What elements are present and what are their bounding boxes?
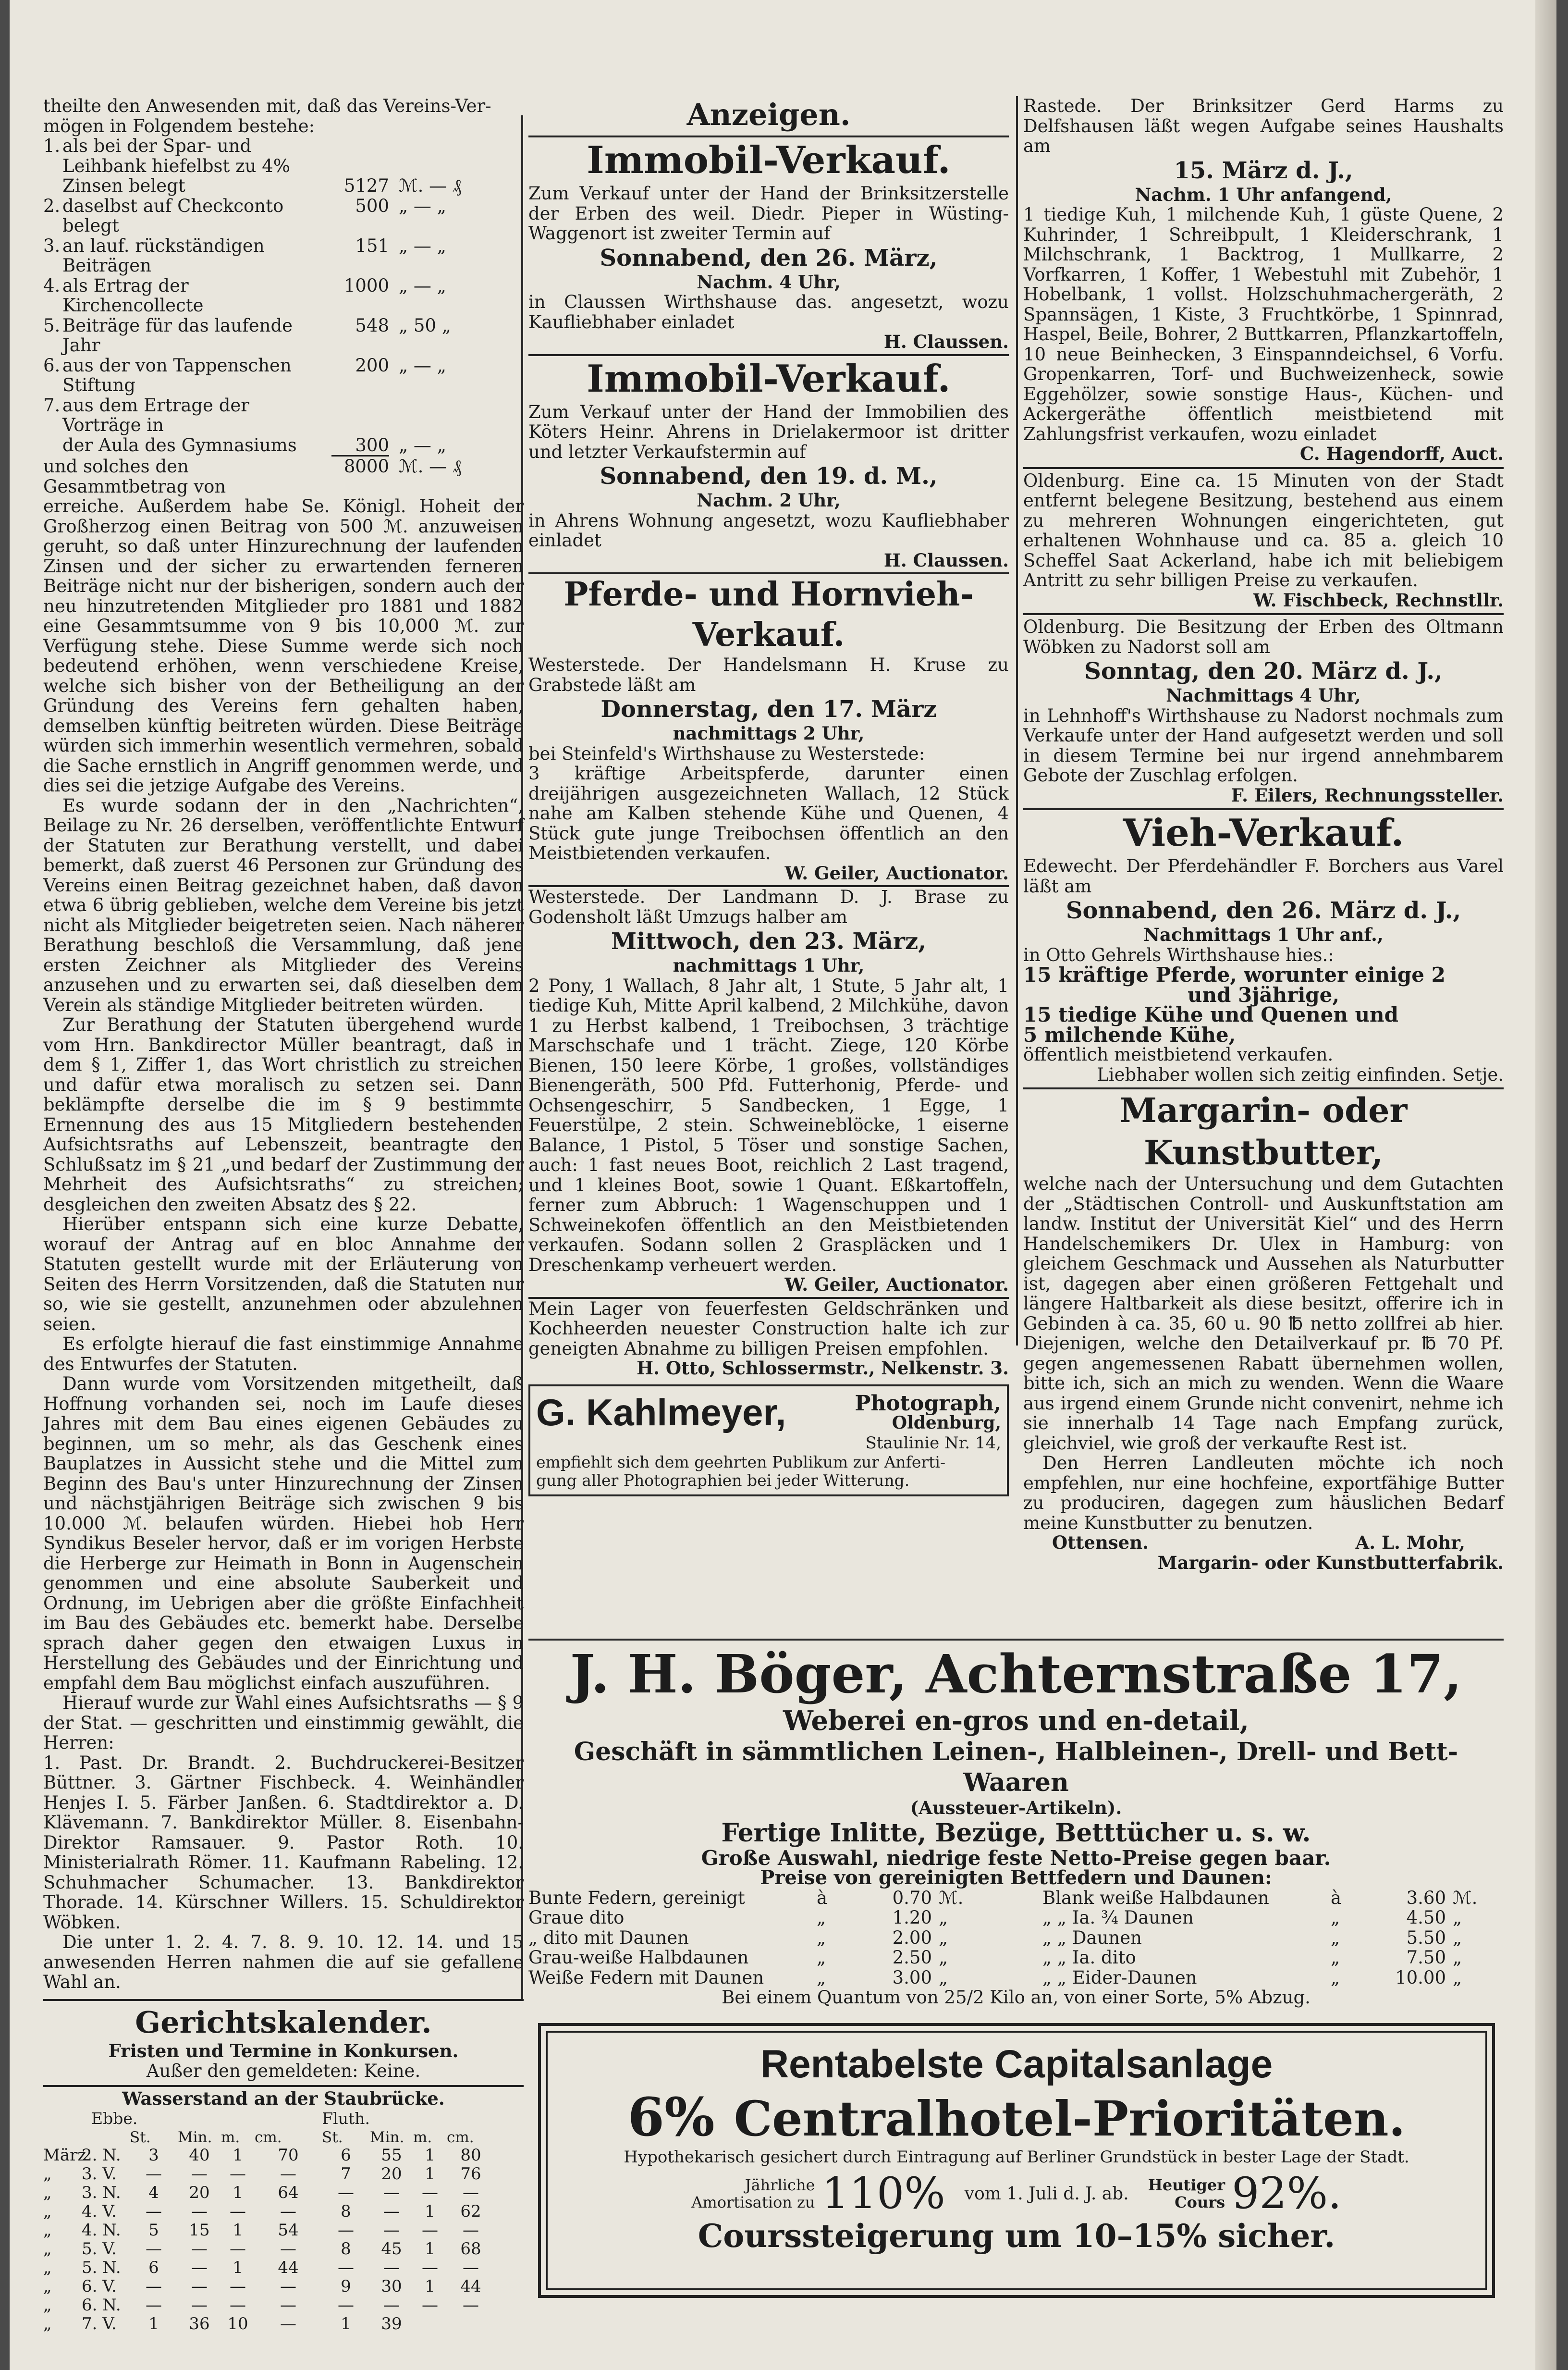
ad-title: Pferde- und Hornvieh-Verkauf.: [564, 575, 974, 654]
water-cell: „: [43, 2314, 52, 2333]
price-cell: 10.00: [1395, 1967, 1446, 1988]
water-cell: „: [43, 2164, 52, 2184]
asset-row: 5. Beiträge für das laufende Jahr 548 „ 50 „: [43, 315, 451, 356]
court-title: Gerichtskalender.: [135, 2004, 432, 2040]
ad-sign: H. Claussen.: [883, 549, 1009, 571]
water-title: Wasserstand an der Staubrücke.: [122, 2087, 445, 2109]
price-row: [528, 1908, 990, 1928]
asset-row: 3. an lauf. rückständigen Beiträgen 151 „ — „: [43, 235, 446, 276]
ad-text: Oldenburg. Die Besitzung der Erben des Oltmann Wöbken zu Nadorst soll am: [1023, 617, 1504, 657]
water-cell: 3. N.: [82, 2183, 121, 2202]
page-edge: [1535, 0, 1556, 2370]
ad-capital: [538, 2023, 1495, 2298]
ad-sign: Liebhaber wollen sich zeitig einfinden. Setje.: [1097, 1064, 1504, 1085]
price-cell: „: [939, 1907, 948, 1928]
water-cell: 44: [460, 2276, 481, 2296]
water-cell: 45: [381, 2239, 402, 2259]
water-cell: —: [146, 2276, 162, 2296]
water-row: [43, 2296, 524, 2315]
water-cell: —: [191, 2295, 208, 2315]
water-cell: 80: [460, 2145, 481, 2165]
water-cell: —: [191, 2258, 208, 2277]
column-1: [43, 96, 524, 2333]
water-cell: 1: [233, 2145, 243, 2165]
asset-row: Zinsen belegt 5127 ℳ. — ₰: [62, 175, 462, 196]
water-cell: —: [463, 2258, 479, 2277]
intro-line: mögen in Folgendem bestehe:: [43, 115, 315, 136]
ad-otto: [528, 1297, 1009, 1379]
ad-text: Den Herren Landleuten möchte ich noch empfehlen, nur eine hochfeine, exportfähige Butter zu produciren, dagegen zum häuslichen Bedarf meine Kunstbutter zu benutzen.: [1023, 1453, 1504, 1533]
water-cell: —: [338, 2220, 354, 2240]
water-cell: „: [43, 2295, 52, 2315]
water-cell: 62: [460, 2201, 481, 2221]
water-cell: —: [146, 2295, 162, 2315]
price-row: [528, 1968, 990, 1988]
price-cell: „ „ Ia. dito: [1042, 1947, 1136, 1968]
water-cell: —: [146, 2164, 162, 2184]
price-cell: 7.50: [1406, 1947, 1446, 1968]
price-row: [1042, 1948, 1504, 1968]
ad-date: Donnerstag, den 17. März: [600, 696, 937, 723]
price-row: [528, 1888, 990, 1908]
price-cell: „ dito mit Daunen: [528, 1927, 689, 1948]
price-cell: „: [1331, 1947, 1340, 1968]
amort-label: Amortisation zu: [691, 2193, 815, 2211]
price-cell: „ „ Eider-Daunen: [1042, 1967, 1197, 1988]
price-cell: „: [817, 1947, 826, 1968]
capital-pct: 6%: [627, 2086, 715, 2148]
boeger-sub: Große Auswahl, niedrige feste Netto-Preise gegen baar.: [701, 1846, 1331, 1870]
ad-date: Sonntag, den 20. März d. J.,: [1084, 658, 1443, 685]
water-cell: —: [230, 2276, 246, 2296]
boeger-sub: Fertige Inlitte, Bezüge, Betttücher u. s. w.: [721, 1818, 1311, 1848]
asset-row: der Aula des Gymnasiums 300 „ — „: [43, 435, 524, 457]
water-cell: 10: [227, 2314, 248, 2333]
water-cell: —: [230, 2239, 246, 2259]
ad-pferde: [528, 572, 1009, 883]
price-cell: „: [817, 1927, 826, 1948]
ad-date: Sonnabend, den 26. März,: [600, 244, 938, 272]
water-cell: —: [230, 2201, 246, 2221]
price-cell: „: [939, 1947, 948, 1968]
water-level-table: [43, 2085, 524, 2333]
boeger-prices: [528, 1888, 1504, 1988]
ad-date: 15. März d. J.,: [1174, 157, 1353, 184]
water-cell: 3: [148, 2145, 159, 2165]
asset-row: 4. als Ertrag der Kirchencollecte 1000 „ — „: [43, 275, 446, 316]
course-value: 92%.: [1232, 2168, 1342, 2219]
water-cell: 1: [233, 2220, 243, 2240]
ad-title: Immobil-Verkauf.: [587, 357, 951, 401]
photographer-street: Staulinie Nr. 14,: [865, 1433, 1001, 1453]
water-cell: —: [230, 2295, 246, 2315]
boeger-title: J. H. Böger, Achternstraße 17,: [570, 1643, 1462, 1705]
ad-title: Vieh-Verkauf.: [1123, 811, 1404, 855]
water-subhead: St. Min. m. cm. St. Min. m. cm.: [130, 2128, 474, 2146]
asset-row: 6. aus der von Tappenschen Stiftung 200 „ — „: [43, 355, 446, 395]
price-cell: 0.70: [892, 1887, 932, 1908]
asset-row: 1. als bei der Spar- und Leihbank hiefelbst zu 4%: [43, 136, 290, 176]
price-cell: „: [1331, 1907, 1340, 1928]
capital-title: Rentabelste Capitalsanlage: [760, 2042, 1273, 2086]
price-cell: 4.50: [1406, 1907, 1446, 1928]
ad-items: 3 kräftige Arbeitspferde, darunter einen dreijährigen ausgezeichneten Wallach, 12 Stück nahe am Kalben stehende Kühe und Quenen, 4 Stück gute junge Treibochsen öffentlich an den Meistbietenden verkaufen.: [528, 763, 1009, 864]
capital-terms: [541, 2168, 1492, 2219]
ad-place: in Otto Gehrels Wirthshause hies.:: [1023, 944, 1334, 965]
water-cell: „: [43, 2183, 52, 2202]
ad-items: 2 Pony, 1 Wallach, 8 Jahr alt, 1 Stute, 5 Jahr alt, 1 tiedige Kuh, Mitte April kalbend, 2 Milchkühe, davon 1 zu Herbst kalbend, 1 Treibochsen, 3 trächtige Marschschafe und 1 trächt. Ziege, 120 Körbe Bienen, 150 leere Körbe, 1 großes, vollständiges Bienengeräth, 500 Pfd. Futterhonig, Pferde- und Ochsengeschirr, 5 Sandbecken, 1 Egge, 1 Feuerstülpe, 2 stein. Schweineblöcke, 1 eiserne Balance, 1 Pistol, 5 Töser und sonstige Sachen, auch: 1 fast neues Boot, reichlich 2 Last tragend, und 1 kleines Boot, sowie 1 Quant. Eßkartoffeln, ferner zum Abbruch: 1 Wagenschuppen und 1 Schweinekofen öffentlich an den Meistbietenden verkaufen. Sodann sollen 2 Graspläcken und 1 Dreschenkamp verheuert werden.: [528, 975, 1009, 1275]
ad-margarin: [1023, 1087, 1504, 1573]
ad-vieh: [1023, 808, 1504, 1085]
asset-total: und solches den Gesammtbetrag von 8000 ℳ. — ₰: [43, 456, 462, 497]
water-cell: —: [463, 2295, 479, 2315]
ad-fischbeck: [1023, 467, 1504, 611]
price-cell: ℳ.: [939, 1887, 964, 1908]
water-cell: 15: [189, 2220, 210, 2240]
price-row: [528, 1948, 990, 1968]
boeger-sub: Preise von gereinigten Bettfedern und Daunen:: [760, 1866, 1272, 1889]
price-cell: „ „ Daunen: [1042, 1927, 1142, 1948]
ad-text: Rastede. Der Brinksitzer Gerd Harms zu Delfshausen läßt wegen Aufgabe seines Haushalts am: [1023, 96, 1504, 156]
water-cell: 7. V.: [82, 2314, 117, 2333]
ad-title: Immobil-Verkauf.: [587, 138, 951, 182]
ad-time: nachmittags 1 Uhr,: [673, 955, 865, 976]
water-cell: 2. N.: [82, 2145, 121, 2165]
water-rows: [43, 2146, 524, 2333]
intro-line: theilte den Anwesenden mit, daß das Vereins-Ver-: [43, 96, 491, 116]
price-cell: Grau-weiße Halbdaunen: [528, 1947, 749, 1968]
water-cell: —: [280, 2276, 296, 2296]
court-line: Außer den gemeldeten: Keine.: [146, 2061, 421, 2081]
water-cell: 68: [460, 2239, 481, 2259]
asset-row: 2. daselbst auf Checkconto belegt 500 „ — „: [43, 195, 446, 236]
water-cell: —: [383, 2201, 400, 2221]
ad-time: Nachm. 2 Uhr,: [697, 490, 841, 511]
water-cell: 5: [148, 2220, 159, 2240]
ad-text: Zum Verkauf unter der Hand der Immobilien des Köters Heinr. Ahrens in Drielakermoor ist dritter und letzter Verkaufstermin auf: [528, 401, 1009, 462]
price-cell: 5.50: [1406, 1927, 1446, 1948]
water-cell: —: [280, 2295, 296, 2315]
price-cell: „: [817, 1967, 826, 1988]
water-cell: 5. V.: [82, 2239, 117, 2259]
water-row: [43, 2221, 524, 2240]
water-cell: —: [422, 2220, 438, 2240]
price-cell: „: [939, 1967, 948, 1988]
water-cell: 1: [148, 2314, 159, 2333]
divider: [528, 1639, 1504, 1641]
water-cell: 54: [278, 2220, 299, 2240]
asset-row: 7. aus dem Ertrage der Vorträge in: [43, 395, 249, 435]
price-cell: 3.60: [1406, 1887, 1446, 1908]
price-cell: ℳ.: [1453, 1887, 1478, 1908]
ad-brase: [528, 885, 1009, 1295]
water-cell: 30: [381, 2276, 402, 2296]
price-cell: Weiße Federn mit Daunen: [528, 1967, 764, 1988]
water-cell: 40: [189, 2145, 210, 2165]
water-cell: „: [43, 2239, 52, 2259]
water-cell: 9: [341, 2276, 351, 2296]
price-list-right: [1042, 1888, 1504, 1988]
course-label: Cours: [1175, 2193, 1225, 2211]
water-row: [43, 2202, 524, 2221]
water-cell: —: [383, 2258, 400, 2277]
ad-sign: F. Eilers, Rechnungssteller.: [1231, 784, 1504, 806]
water-cell: —: [422, 2295, 438, 2315]
water-cell: —: [191, 2276, 208, 2296]
price-cell: 1.20: [892, 1907, 932, 1928]
ad-item: 15 tiedige Kühe und Quenen und: [1023, 1003, 1398, 1026]
price-cell: „: [1453, 1967, 1462, 1988]
water-cell: —: [463, 2220, 479, 2240]
price-cell: 3.00: [892, 1967, 932, 1988]
ad-harms: [1023, 96, 1504, 464]
ad-place: in Lehnhoff's Wirthshause zu Nadorst nochmals zum Verkaufe unter der Hand aufgesetzt werden und soll in diesem Termine bei nur irgend annehmbarem Gebote der Zuschlag erfolgen.: [1023, 705, 1504, 786]
report-paragraph: Es wurde sodann der in den „Nachrichten“, Beilage zu Nr. 26 derselben, veröffentlichte Entwurf der Statuten zur Berathung verstellt, und dabei bemerkt, daß zuerst 46 Personen zur Gründung des Vereins einen Beitrag gezeichnet haben, daß davon etwa 6 übrig geblieben, welche dem Vereine bis jetzt nicht als Mitglieder beigetreten seien. Nach näherer Berathung beschloß die Versammlung, daß jene ersten Zeichner als Mitglieder des Vereins anzusehen und zu erwarten sei, daß dieselben dem Verein als ständige Mitglieder beitreten würden.: [43, 795, 524, 1015]
ad-sign: W. Geiler, Auctionator.: [784, 862, 1009, 884]
water-cell: 39: [381, 2314, 402, 2333]
water-cell: —: [230, 2164, 246, 2184]
water-cell: 7: [341, 2164, 351, 2184]
water-cell: 1: [425, 2201, 435, 2221]
boeger-sub: Geschäft in sämmtlichen Leinen-, Halbleinen-, Drell- und Bett-Waaren: [574, 1737, 1458, 1797]
ad-item: 15 kräftige Pferde, worunter einige 2: [1023, 963, 1446, 987]
ad-place: in Ahrens Wohnung angesetzt, wozu Kaufliebhaber einladet: [528, 510, 1009, 551]
water-cell: —: [383, 2220, 400, 2240]
water-cell: 8: [341, 2201, 351, 2221]
ad-text: Zum Verkauf unter der Hand der Brinksitzerstelle der Erben des weil. Diedr. Pieper in Wüsting-Waggenort ist zweiter Termin auf: [528, 183, 1009, 244]
report-paragraph: erreiche. Außerdem habe Se. Königl. Hoheit der Großherzog einen Beitrag von 500 ℳ. anzuweisen geruht, so daß unter Hinzurechnung der laufenden Zinsen und der sicher zu erwartenden ferneren Beiträge nicht nur der bisherigen, sondern auch der neu hinzutretenden Mitglieder pro 1881 und 1882 eine Gesammtsumme von 9 bis 10,000 ℳ. zur Verfügung stehe. Diese Summe werde sich noch bedeutend erhöhen, wenn verschiedene Kreise, welche sich bisher von der Betheiligung an der Gründung des Vereins fern gehalten haben, demselben künftig beitreten würden. Diese Beiträge würden sich immerhin wesentlich vermehren, sobald die Sache ernstlich in Angriff genommen werde, und dies sei die jetzige Aufgabe des Vereins.: [43, 496, 524, 796]
report-paragraph: Zur Berathung der Statuten übergehend wurde vom Hrn. Bankdirector Müller beantragt, daß in dem § 1, Ziffer 1, das Wort christlich zu streichen und dafür etwa moralisch zu setzen sei. Dann beklämpfte derselbe die im § 9 bestimmte Ernennung des aus 15 Mitgliedern bestehenden Aufsichtsraths auf Lebenszeit, beantragte den Schlußsatz im § 21 „und bedarf der Zustimmung der Mehrheit des Aufsichtsraths“ zu streichen; desgleichen den zweiten Absatz des § 22.: [43, 1014, 524, 1215]
water-cell: „: [43, 2276, 52, 2296]
ad-time: Nachm. 4 Uhr,: [697, 271, 841, 293]
ads-heading: Anzeigen.: [686, 97, 851, 132]
water-cell: 5. N.: [82, 2258, 121, 2277]
water-row: [43, 2259, 524, 2277]
price-cell: Graue dito: [528, 1907, 625, 1928]
water-cell: „: [43, 2220, 52, 2240]
ad-sign: H. Claussen.: [883, 331, 1009, 352]
water-cell: 1: [425, 2145, 435, 2165]
ad-sign: W. Geiler, Auctionator.: [784, 1274, 1009, 1295]
ad-sign: W. Fischbeck, Rechnstllr.: [1253, 589, 1504, 611]
water-row: [43, 2165, 524, 2184]
amort-value: 110%: [821, 2168, 945, 2219]
ad-time: nachmittags 2 Uhr,: [673, 723, 865, 744]
capital-line3: Courssteigerung um 10–15% sicher.: [698, 2217, 1335, 2255]
ad-text: Westerstede. Der Handelsmann H. Kruse zu Grabstede läßt am: [528, 654, 1009, 695]
water-cell: —: [383, 2183, 400, 2202]
water-row: [43, 2315, 524, 2333]
ad-text: Edewecht. Der Pferdehändler F. Borchers aus Varel läßt am: [1023, 856, 1504, 897]
water-cell: —: [146, 2201, 162, 2221]
ad-time: Nachmittags 1 Uhr anf.,: [1143, 924, 1384, 945]
board-members: 1. Past. Dr. Brandt. 2. Buchdruckerei-Besitzer Büttner. 3. Gärtner Fischbeck. 4. Weinhändler Henjes I. 5. Färber Janßen. 6. Stadtdirektor a. D. Klävemann. 7. Bankdirektor Müller. 8. Eisenbahn-Direktor Ramsauer. 9. Pastor Roth. 10. Ministerialrath Römer. 11. Kaufmann Rabeling. 12. Schuhmacher Schumacher. 13. Bankdirektor Thorade. 14. Kürschner Willers. 15. Schuldirektor Wöbken.: [43, 1752, 524, 1933]
price-cell: „ „ Ia. ¾ Daunen: [1042, 1907, 1194, 1928]
boeger-sub: Weberei en-gros und en-detail,: [783, 1705, 1249, 1737]
water-cell: 64: [278, 2183, 299, 2202]
price-row: [1042, 1888, 1504, 1908]
water-cell: 8: [341, 2239, 351, 2259]
water-cell: 55: [381, 2145, 402, 2165]
ad-immobil-2: [528, 354, 1009, 571]
water-cell: 6. V.: [82, 2276, 117, 2296]
price-row: [1042, 1908, 1504, 1928]
price-row: [1042, 1968, 1504, 1988]
water-cell: —: [422, 2183, 438, 2202]
ad-title: Margarin- oder Kunstbutter,: [1119, 1090, 1408, 1173]
ad-date: Sonnabend, den 19. d. M.,: [600, 463, 938, 490]
water-cell: März: [43, 2145, 86, 2165]
price-cell: Bunte Federn, gereinigt: [528, 1887, 745, 1908]
water-row: [43, 2240, 524, 2259]
price-cell: „: [1453, 1927, 1462, 1948]
water-row: [43, 2184, 524, 2202]
water-cell: —: [280, 2201, 296, 2221]
water-cell: —: [146, 2239, 162, 2259]
price-cell: 2.50: [892, 1947, 932, 1968]
price-cell: „: [939, 1927, 948, 1948]
water-head: Ebbe. Fluth.: [91, 2109, 370, 2128]
water-cell: 1: [341, 2314, 351, 2333]
ad-place: bei Steinfeld's Wirthshause zu Westerstede:: [528, 743, 925, 764]
water-cell: 4. N.: [82, 2220, 121, 2240]
court-calendar: [43, 1999, 524, 2081]
course-label: Heutiger: [1148, 2176, 1225, 2194]
photographer-text: empfiehlt sich dem geehrten Publikum zur Anferti-: [536, 1453, 946, 1471]
photographer-text: gung aller Photographien bei jeder Witterung.: [536, 1471, 910, 1490]
ad-sign: Margarin- oder Kunstbutterfabrik.: [1157, 1552, 1504, 1573]
report-paragraph: Hierauf wurde zur Wahl eines Aufsichtsraths — § 9 der Stat. — geschritten und einstimmig gewählt, die Herren:: [43, 1692, 524, 1753]
price-cell: „: [817, 1907, 826, 1928]
ad-woebken: [1023, 613, 1504, 805]
water-cell: 70: [278, 2145, 299, 2165]
water-cell: 4: [148, 2183, 159, 2202]
price-cell: à: [817, 1887, 828, 1908]
water-cell: —: [191, 2239, 208, 2259]
water-cell: 4. V.: [82, 2201, 117, 2221]
water-cell: 1: [425, 2276, 435, 2296]
ad-items: 1 tiedige Kuh, 1 milchende Kuh, 1 güste Quene, 2 Kuhrinder, 1 Schreibpult, 1 Kleiderschrank, 1 Milchschrank, 1 Backtrog, 1 Mullkarre, 2 Vorfkarren, 1 Koffer, 1 Webestuhl mit Zubehör, 1 Hobelbank, 1 vollst. Holzschuhmachergeräth, 2 Spannsägen, 1 Kiste, 3 Fruchtkörbe, 1 Spinnrad, Haspel, Beile, Bohrer, 2 Buttkarren, Pflanzkartoffeln, 10 neue Beinhecken, 3 Einspanndeichsel, 6 Vorfu. Gropenkarren, Torf- und Buchweizenheck, sowie Eggehölzer, sowie sonstige Haus-, Küchen- und Ackergeräthe öffentlich meistbietend mit Zahlungsfrist verkaufen, wozu einladet: [1023, 204, 1504, 444]
water-row: [43, 2146, 524, 2165]
ad-text: Westerstede. Der Landmann D. J. Brase zu Godensholt läßt Umzugs halber am: [528, 887, 1009, 927]
report-paragraph: Es erfolgte hierauf die fast einstimmige Annahme des Entwurfes der Statuten.: [43, 1333, 524, 1374]
asset-list: [43, 136, 524, 496]
photographer-city: Oldenburg,: [892, 1413, 1001, 1433]
price-cell: 2.00: [892, 1927, 932, 1948]
ad-item: 5 milchende Kühe,: [1023, 1023, 1236, 1047]
ad-text: welche nach der Untersuchung und dem Gutachten der „Städtischen Controll- und Auskunftstation am landw. Institut der Universität Kiel“ und des Herrn Handelschemikers Dr. Ulex in Hamburg: von gleichem Geschmack und Aussehen als Naturbutter ist, dagegen aber einen größeren Fettgehalt und längere Haltbarkeit als diese besitzt, offerire ich in Gebinden à ca. 35, 60 u. 90 ℔ netto zollfrei ab hier. Diejenigen, welche den Detailverkauf pr. ℔ 70 Pf. gegen angemessenen Rabatt übernehmen wollen, bitte ich, sich an mich zu wenden. Wenn die Waare aus irgend einem Grunde nicht convenirt, nehme ich sie innerhalb 14 Tage nach Empfang zurück, gleichviel, wie groß der verkaufte Rest ist.: [1023, 1173, 1504, 1454]
ad-time: Nachmittags 4 Uhr,: [1166, 685, 1361, 706]
water-cell: —: [191, 2164, 208, 2184]
column-3: [1023, 96, 1504, 1573]
water-cell: —: [463, 2183, 479, 2202]
ad-sign-row: Ottensen. A. L. Mohr,: [1052, 1532, 1465, 1553]
water-cell: —: [422, 2258, 438, 2277]
water-cell: 6. N.: [82, 2295, 121, 2315]
water-cell: [447, 2315, 495, 2333]
ad-date: Mittwoch, den 23. März,: [611, 928, 926, 955]
water-cell: „: [43, 2258, 52, 2277]
ad-boeger: [528, 1643, 1504, 2008]
water-cell: 1: [233, 2183, 243, 2202]
water-cell: —: [280, 2239, 296, 2259]
water-cell: 6: [341, 2145, 351, 2165]
water-cell: —: [338, 2258, 354, 2277]
ad-tail: öffentlich meistbietend verkaufen.: [1023, 1044, 1334, 1065]
capital-line: Hypothekarisch gesichert durch Eintragung auf Berliner Grundstück in bester Lage der Stadt.: [624, 2148, 1409, 2167]
water-cell: —: [280, 2314, 296, 2333]
ad-time: Nachm. 1 Uhr anfangend,: [1135, 184, 1392, 205]
price-cell: „: [1331, 1967, 1340, 1988]
water-cell: 76: [460, 2164, 481, 2184]
water-cell: —: [191, 2201, 208, 2221]
boeger-foot: Bei einem Quantum von 25/2 Kilo an, von einer Sorte, 5% Abzug.: [722, 1987, 1311, 2008]
price-cell: à: [1331, 1887, 1342, 1908]
newspaper-page: [10, 0, 1556, 2370]
water-cell: —: [280, 2164, 296, 2184]
amort-from: vom 1. Juli d. J. ab.: [964, 2184, 1129, 2204]
column-2: [528, 96, 1009, 1496]
report-paragraph: Die unter 1. 2. 4. 7. 8. 9. 10. 12. 14. und 15 anwesenden Herren nahmen die auf sie gefallene Wahl an.: [43, 1932, 524, 1992]
water-cell: 6: [148, 2258, 159, 2277]
ad-text: Oldenburg. Eine ca. 15 Minuten von der Stadt entfernt belegene Besitzung, bestehend aus einem zu mehreren Wohnungen eingerichteten, gut erhaltenen Wohnhause und ca. 85 a. gleich 10 Scheffel Saat Ackerland, habe ich mit beliebigem Antritt zu sehr billigen Preise zu verkaufen.: [1023, 470, 1504, 591]
ad-sign: C. Hagendorff, Auct.: [1299, 443, 1504, 464]
capital-name: Centralhotel-Prioritäten.: [734, 2090, 1406, 2147]
ad-immobil-1: [528, 136, 1009, 352]
photographer-trade: Photograph,: [855, 1391, 1001, 1416]
court-subtitle: Fristen und Termine in Konkursen.: [108, 2040, 459, 2061]
price-row: [528, 1928, 990, 1948]
water-cell: 44: [278, 2258, 299, 2277]
water-cell: „: [43, 2201, 52, 2221]
water-cell: 20: [189, 2183, 210, 2202]
report-paragraph: Hierüber entspann sich eine kurze Debatte, worauf der Antrag auf en bloc Annahme der Statuten gestellt wurde mit der Erläuterung von Seiten des Herrn Vorsitzenden, daß die Statuten nur so, wie sie gestellt, anzunehmen oder abzulehnen seien.: [43, 1214, 524, 1334]
water-row: [43, 2277, 524, 2296]
ad-item: und 3jährige,: [1187, 983, 1340, 1007]
amort-label: Jährliche: [745, 2176, 815, 2194]
water-cell: 1: [425, 2239, 435, 2259]
water-cell: 3. V.: [82, 2164, 117, 2184]
price-cell: Blank weiße Halbdaunen: [1042, 1887, 1269, 1908]
photographer-name: G. Kahlmeyer,: [536, 1391, 786, 1433]
water-cell: —: [338, 2183, 354, 2202]
price-cell: „: [1453, 1907, 1462, 1928]
price-list-left: [528, 1888, 990, 1988]
water-cell: —: [383, 2295, 400, 2315]
price-row: [1042, 1928, 1504, 1948]
price-cell: „: [1331, 1927, 1340, 1948]
ad-kahlmeyer: [528, 1384, 1009, 1497]
column-separator: [1016, 96, 1018, 1345]
ad-sign: H. Otto, Schlossermstr., Nelkenstr. 3.: [637, 1358, 1009, 1379]
report-paragraph: Dann wurde vom Vorsitzenden mitgetheilt, daß Hoffnung vorhanden sei, noch im Laufe dieses Jahres mit dem Bau eines eigenen Gebäudes zu beginnen, um so mehr, als das Geschenk eines Bauplatzes in Aussicht stehe und die Mittel zum Beginn des Bau's unter Hinzurechnung der Zinsen und nächstjährigen Beiträge sich zwischen 9 bis 10.000 ℳ. belaufen würden. Hiebei hob Herr Syndikus Beseler hervor, daß er im vorigen Herbste die Herberge zur Heimath in Bonn in Augenschein genommen und eine absolute Sauberkeit und Ordnung, im Uebrigen aber die größte Einfachheit im Bau des Gebäudes etc. bemerkt habe. Derselbe sprach daher gegen den etwaigen Luxus in Herstellung des Gebäudes und der Einrichtung und empfahl dem Bau möglichst einfach auszuführen.: [43, 1373, 524, 1693]
water-cell: 36: [189, 2314, 210, 2333]
boeger-sub: (Aussteuer-Artikeln).: [910, 1797, 1122, 1818]
water-cell: [413, 2315, 447, 2333]
water-cell: 1: [233, 2258, 243, 2277]
water-cell: —: [338, 2295, 354, 2315]
ad-date: Sonnabend, den 26. März d. J.,: [1066, 897, 1461, 924]
water-cell: 1: [425, 2164, 435, 2184]
ad-text: Mein Lager von feuerfesten Geldschränken und Kochheerden neuester Construction halte ich zur geneigten Abnahme zu billigen Preisen empfohlen.: [528, 1298, 1009, 1359]
water-cell: 20: [381, 2164, 402, 2184]
ad-place: in Claussen Wirthshause das. angesetzt, wozu Kaufliebhaber einladet: [528, 292, 1009, 333]
price-cell: „: [1453, 1947, 1462, 1968]
